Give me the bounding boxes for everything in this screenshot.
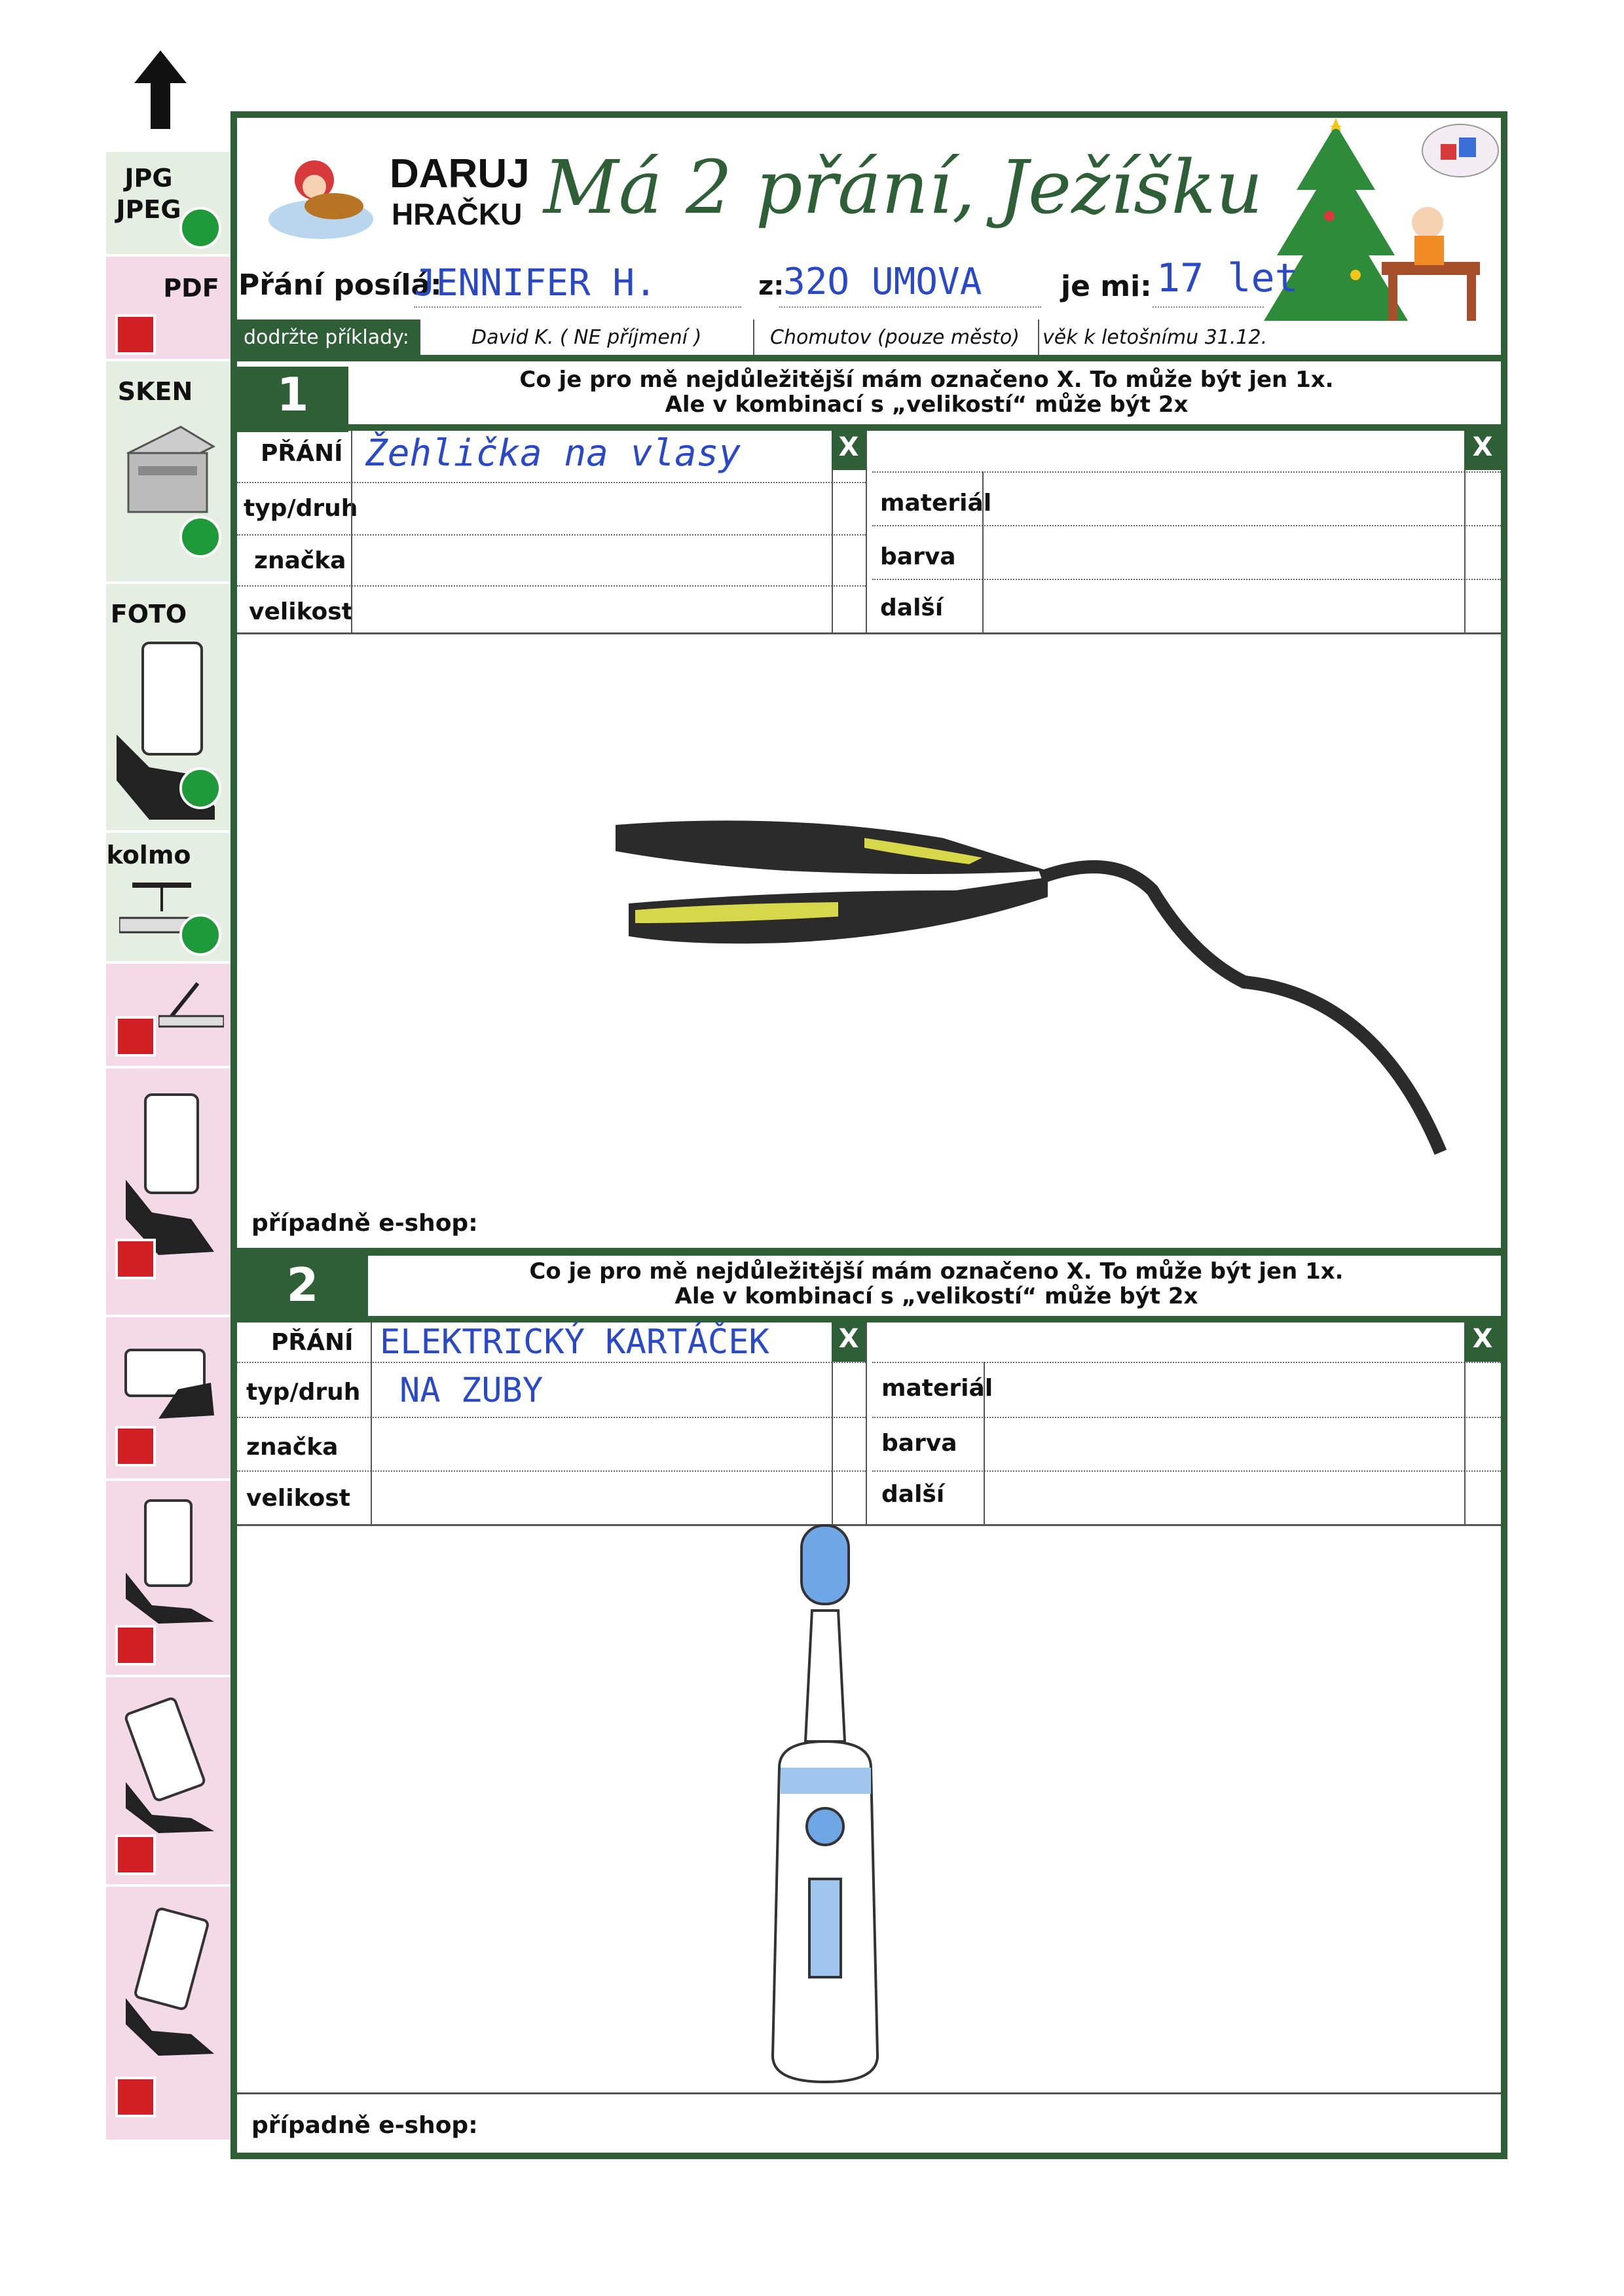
check-icon	[179, 767, 221, 809]
row-divider	[872, 1470, 1501, 1472]
christmas-tree-illustration-icon	[1264, 118, 1500, 347]
from-label: z:	[758, 271, 784, 301]
wish-number: 1	[276, 368, 309, 422]
wish-separator	[231, 1248, 1507, 1256]
cross-icon	[115, 1426, 156, 1467]
col-divider	[982, 471, 984, 634]
other-label: další	[880, 594, 944, 621]
town-line	[779, 306, 1041, 308]
town-example: Chomutov (pouze město)	[770, 326, 1020, 349]
cross-icon	[115, 1239, 156, 1279]
row-divider	[872, 579, 1501, 580]
brand-label: značka	[254, 547, 346, 574]
wish-label: PŘÁNÍ	[261, 440, 343, 467]
jpeg-label: JPEG	[116, 195, 181, 224]
x-mark: X	[838, 1324, 859, 1354]
name-line	[414, 306, 741, 308]
phone-hand-icon	[119, 1906, 217, 2057]
examples-divider	[753, 319, 754, 356]
row-divider	[872, 1417, 1501, 1418]
instruction-line-2: Ale v kombinací s „velikostí“ může být 2x	[665, 392, 1189, 418]
phone-hand-icon	[119, 1690, 217, 1834]
phone-hand-icon	[119, 1337, 217, 1422]
row-divider	[872, 1362, 1501, 1363]
x-mark: X	[838, 432, 859, 462]
material-label: materiál	[881, 1375, 993, 1402]
logo-hracku: HRAČKU	[392, 197, 523, 231]
electric-toothbrush-drawing	[753, 1519, 897, 2095]
row-divider	[237, 1470, 866, 1472]
phone-hand-icon	[119, 1088, 217, 1258]
cross-icon	[115, 314, 156, 355]
kolmo-label: kolmo	[106, 841, 191, 869]
tilted-camera-icon	[158, 977, 224, 1029]
sender-name: JENNIFER H.	[414, 262, 657, 304]
examples-label: dodržte příklady:	[244, 326, 409, 349]
sender-age: 17 let	[1156, 255, 1299, 301]
cross-icon	[115, 1834, 156, 1875]
other-label: další	[881, 1481, 945, 1508]
type-label: typ/druh	[244, 495, 358, 522]
wish-label: PŘÁNÍ	[271, 1329, 354, 1356]
age-line	[1153, 306, 1264, 308]
pdf-label: PDF	[163, 274, 219, 302]
eshop-separator	[237, 2092, 1501, 2094]
row-divider	[237, 1362, 866, 1363]
age-example: věk k letošnímu 31.12.	[1043, 326, 1268, 349]
row-divider	[237, 534, 866, 536]
hair-straightener-drawing	[589, 786, 1506, 1205]
up-arrow-icon	[131, 47, 190, 132]
col-divider	[351, 431, 352, 634]
cross-icon	[115, 1625, 156, 1666]
col-divider	[984, 1362, 985, 1525]
eshop-label: případně e-shop:	[251, 1210, 478, 1237]
instruction-line-2: Ale v kombinací s „velikostí“ může být 2x	[674, 1283, 1198, 1309]
col-divider	[866, 1322, 867, 1525]
col-divider	[371, 1322, 372, 1525]
row-divider	[237, 1417, 866, 1418]
size-label: velikost	[249, 598, 353, 625]
cross-icon	[115, 2077, 156, 2117]
sender-label: Přání posílá:	[238, 268, 442, 302]
page-title: Má 2 přání, Ježíšku	[544, 145, 1263, 230]
wish-value[interactable]: Žehlička na vlasy	[365, 432, 741, 475]
color-label: barva	[880, 543, 956, 570]
jpg-label: JPG	[124, 164, 173, 192]
row-divider	[872, 471, 1501, 473]
cross-icon	[115, 1016, 156, 1057]
table-bottom	[237, 632, 1501, 634]
santa-logo-icon	[262, 141, 380, 246]
type-value[interactable]: NA ZUBY	[399, 1371, 544, 1410]
header-divider	[231, 355, 1507, 361]
logo-daruj: DARUJ	[390, 151, 530, 196]
phone-hand-icon	[119, 1494, 217, 1625]
row-divider	[237, 482, 866, 483]
check-icon	[179, 207, 221, 249]
check-icon	[179, 914, 221, 956]
eshop-label: případně e-shop:	[251, 2112, 478, 2139]
wish-divider	[231, 1316, 1507, 1322]
wish-divider	[231, 424, 1507, 431]
age-label: je mi:	[1061, 270, 1152, 303]
sken-label: SKEN	[117, 377, 193, 406]
row-divider	[237, 585, 866, 587]
x-mark: X	[1472, 1324, 1493, 1354]
wish-number: 2	[286, 1258, 319, 1312]
row-divider	[872, 525, 1501, 526]
scanner-icon	[115, 414, 220, 532]
material-label: materiál	[880, 490, 992, 517]
name-example: David K. ( NE příjmení )	[471, 326, 702, 349]
instruction-line-1: Co je pro mě nejdůležitější mám označeno X. To může být jen 1x.	[519, 367, 1334, 393]
wish-value[interactable]: ELEKTRICKÝ KARTÁČEK	[380, 1322, 769, 1362]
check-icon	[179, 516, 221, 558]
examples-divider	[1038, 319, 1039, 356]
size-label: velikost	[246, 1485, 350, 1512]
type-label: typ/druh	[246, 1379, 361, 1406]
instruction-line-1: Co je pro mě nejdůležitější mám označeno X. To může být jen 1x.	[529, 1258, 1344, 1285]
color-label: barva	[881, 1430, 957, 1457]
foto-label: FOTO	[110, 600, 187, 629]
sender-town: 32O UMOVA	[783, 261, 982, 303]
brand-label: značka	[246, 1434, 339, 1461]
x-mark: X	[1472, 432, 1493, 462]
